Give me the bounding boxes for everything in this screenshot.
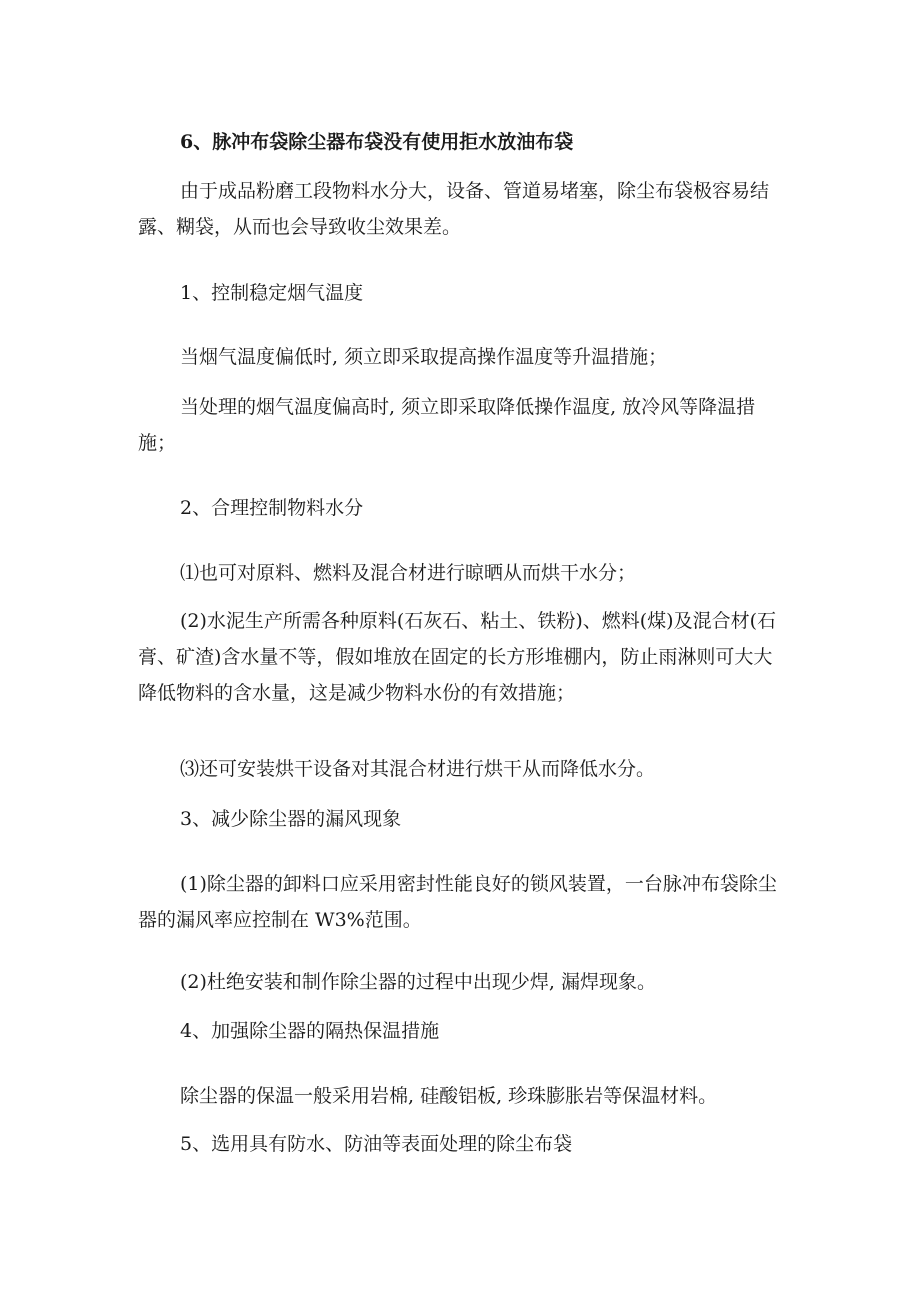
paragraph-2c: ⑶还可安装烘干设备对其混合材进行烘干从而降低水分。 [180,758,656,780]
paragraph-3b: (2)杜绝安装和制作除尘器的过程中出现少焊, 漏焊现象。 [180,971,656,993]
heading-section-1: 1、控制稳定烟气温度 [180,282,364,304]
heading-section-5: 5、选用具有防水、防油等表面处理的除尘布袋 [180,1133,573,1155]
paragraph-2a: ⑴也可对原料、燃料及混合材进行晾晒从而烘干水分； [180,562,637,584]
paragraph-1b: 当处理的烟气温度偏高时, 须立即采取降低操作温度, 放冷风等降温措施； [138,396,756,454]
paragraph-4a: 除尘器的保温一般采用岩棉, 硅酸铝板, 珍珠膨胀岩等保温材料。 [180,1085,718,1107]
heading-section-6: 6、脉冲布袋除尘器布袋没有使用拒水放油布袋 [180,131,574,153]
paragraph-1a: 当烟气温度偏低时, 须立即采取提高操作温度等升温措施； [180,346,668,368]
paragraph-2b: (2)水泥生产所需各种原料(石灰石、粘土、铁粉)、燃料(煤)及混合材(石膏、矿渣)含水量不等，假如堆放在固定的长方形堆棚内，防止雨淋则可大大降低物料的含水量，这是减少物料水份的有效措施； [138,610,776,704]
heading-section-3: 3、减少除尘器的漏风现象 [180,808,402,830]
heading-section-4: 4、加强除尘器的隔热保温措施 [180,1020,440,1042]
heading-section-2: 2、合理控制物料水分 [180,497,364,519]
paragraph-3a: (1)除尘器的卸料口应采用密封性能良好的锁风装置，一台脉冲布袋除尘器的漏风率应控制在 W3%范围。 [138,873,777,931]
paragraph-section-6: 由于成品粉磨工段物料水分大，设备、管道易堵塞，除尘布袋极容易结露、糊袋，从而也会导致收尘效果差。 [138,180,770,238]
